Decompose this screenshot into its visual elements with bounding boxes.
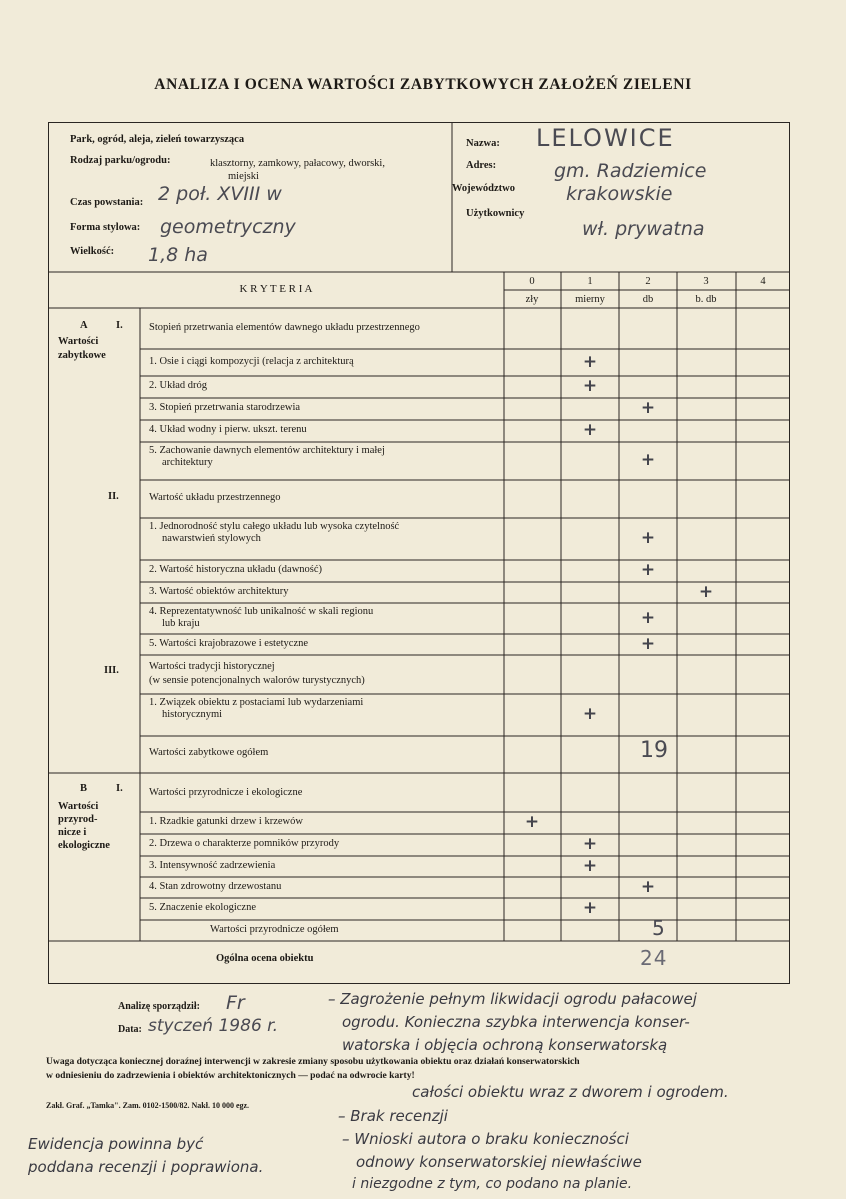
- uwaga-line-2: w odniesieniu do zadrzewienia i obiektów architektonicznych — podać na odwrocie karty!: [46, 1070, 415, 1081]
- section-b-total-label: Wartości przyrodnicze ogółem: [210, 924, 339, 935]
- criteria-row-text: 1. Związek obiektu z postaciami lub wydarzeniami: [149, 697, 364, 708]
- criteria-row-text: 4. Stan zdrowotny drzewostanu: [149, 881, 282, 892]
- section-a-roman: I.: [116, 320, 123, 331]
- analize-label: Analizę sporządził:: [118, 1001, 200, 1012]
- section-b-name-1: Wartości: [58, 801, 99, 812]
- wojewodztwo-value: krakowskie: [566, 183, 673, 205]
- section-a-ii-roman: II.: [108, 491, 119, 502]
- section-a-iii-roman: III.: [104, 665, 119, 676]
- park-label: Park, ogród, aleja, zieleń towarzysząca: [70, 134, 245, 145]
- group2-title: Wartość układu przestrzennego: [149, 492, 281, 503]
- criteria-row-text: 5. Wartości krajobrazowe i estetyczne: [149, 638, 309, 649]
- note-right-1b: ogrodu. Konieczna szybka interwencja konser-: [342, 1013, 690, 1031]
- criteria-row-text: 3. Stopień przetrwania starodrzewia: [149, 402, 301, 413]
- criteria-row-text: 3. Intensywność zadrzewienia: [149, 860, 276, 871]
- note-right-4: – Wnioski autora o braku konieczności: [342, 1130, 629, 1148]
- wojewodztwo-label: Województwo: [452, 183, 515, 194]
- group1-title: Stopień przetrwania elementów dawnego układu przestrzennego: [149, 322, 420, 333]
- criteria-row-text-2: nawarstwień stylowych: [162, 533, 261, 544]
- score-mark: +: [640, 608, 656, 628]
- czas-value: 2 poł. XVIII w: [158, 183, 282, 205]
- note-right-6: i niezgodne z tym, co podano na planie.: [352, 1176, 633, 1192]
- note-right-1a: – Zagrożenie pełnym likwidacji ogrodu pałacowej: [328, 990, 697, 1008]
- adres-value: gm. Radziemice: [554, 160, 707, 182]
- column-number: 4: [760, 276, 766, 287]
- section-b-name-4: ekologiczne: [58, 840, 110, 851]
- rodzaj-label: Rodzaj parku/ogrodu:: [70, 155, 171, 166]
- section-b-roman: I.: [116, 783, 123, 794]
- analize-value: Fr: [226, 992, 245, 1014]
- section-a-letter: A: [80, 320, 88, 331]
- section-b-total-value: 5: [652, 916, 665, 940]
- criteria-row-text: 1. Rzadkie gatunki drzew i krzewów: [149, 816, 303, 827]
- uzytkownicy-value: wł. prywatna: [582, 218, 705, 240]
- note-right-2: całości obiektu wraz z dworem i ogrodem.: [412, 1083, 729, 1101]
- wielkosc-value: 1,8 ha: [148, 244, 208, 266]
- criteria-row-text: 1. Osie i ciągi kompozycji (relacja z architekturą: [149, 356, 354, 367]
- score-mark: +: [640, 560, 656, 580]
- section-a-name-2: zabytkowe: [58, 350, 106, 361]
- wielkosc-label: Wielkość:: [70, 246, 115, 257]
- print-info: Zakł. Graf. „Tamka". Zam. 0102-1500/82. Nakł. 10 000 egz.: [46, 1101, 250, 1110]
- column-number: 1: [587, 276, 593, 287]
- forma-value: geometryczny: [160, 216, 296, 238]
- rodzaj-options: klasztorny, zamkowy, pałacowy, dworski,: [210, 158, 385, 169]
- note-left-1: Ewidencja powinna być: [28, 1135, 204, 1153]
- column-name: mierny: [575, 294, 605, 305]
- nazwa-label: Nazwa:: [466, 138, 500, 149]
- column-number: 0: [529, 276, 535, 287]
- score-mark: +: [582, 420, 598, 440]
- section-b-name-2: przyrod-: [58, 814, 98, 825]
- score-mark: +: [640, 398, 656, 418]
- note-right-3: – Brak recenzji: [338, 1107, 448, 1125]
- score-mark: +: [524, 812, 540, 832]
- score-mark: +: [640, 634, 656, 654]
- criteria-row-text: 2. Wartość historyczna układu (dawność): [149, 564, 323, 575]
- section-a-total-value: 19: [640, 738, 668, 763]
- score-mark: +: [640, 528, 656, 548]
- section-a-total-label: Wartości zabytkowe ogółem: [149, 747, 269, 758]
- column-name: db: [642, 294, 654, 305]
- czas-label: Czas powstania:: [70, 197, 144, 208]
- section-b-letter: B: [80, 783, 88, 794]
- criteria-label: K R Y T E R I A: [239, 283, 313, 295]
- rodzaj-options-2: miejski: [228, 171, 259, 182]
- score-mark: +: [582, 704, 598, 724]
- section-a-name-1: Wartości: [58, 336, 99, 347]
- uwaga-line-1: Uwaga dotycząca koniecznej doraźnej interwencji w zakresie zmiany sposobu użytkowania obiektu oraz działań konserwatorskich: [46, 1056, 580, 1067]
- page-title: ANALIZA I OCENA WARTOŚCI ZABYTKOWYCH ZAŁOŻEŃ ZIELENI: [154, 76, 692, 93]
- section-b-group-title: Wartości przyrodnicze i ekologiczne: [149, 787, 303, 798]
- column-number: 3: [703, 276, 709, 287]
- criteria-row-text: 3. Wartość obiektów architektury: [149, 586, 289, 597]
- note-right-1c: watorska i objęcia ochroną konserwatorską: [342, 1036, 668, 1054]
- data-label: Data:: [118, 1024, 142, 1035]
- criteria-row-text: 2. Drzewa o charakterze pomników przyrody: [149, 838, 340, 849]
- section-b-name-3: nicze i: [58, 827, 87, 838]
- note-left-2: poddana recenzji i poprawiona.: [28, 1158, 264, 1176]
- score-mark: +: [582, 352, 598, 372]
- criteria-row-text-2: lub kraju: [162, 618, 200, 629]
- score-mark: +: [640, 450, 656, 470]
- overall-value: 24: [640, 946, 668, 970]
- criteria-row-text-2: historycznymi: [162, 709, 223, 720]
- criteria-row-text: 4. Reprezentatywność lub unikalność w skali regionu: [149, 606, 374, 617]
- score-mark: +: [698, 582, 714, 602]
- score-mark: +: [582, 834, 598, 854]
- score-mark: +: [582, 856, 598, 876]
- criteria-row-text: 5. Zachowanie dawnych elementów architektury i małej: [149, 445, 385, 456]
- forma-label: Forma stylowa:: [70, 222, 141, 233]
- adres-label: Adres:: [466, 160, 497, 171]
- uzytkownicy-label: Użytkownicy: [466, 208, 525, 219]
- group3-title-1: Wartości tradycji historycznej: [149, 661, 275, 672]
- score-mark: +: [640, 877, 656, 897]
- column-number: 2: [645, 276, 651, 287]
- score-mark: +: [582, 376, 598, 396]
- column-name: b. db: [695, 294, 717, 305]
- nazwa-value: LELOWICE: [536, 124, 675, 152]
- criteria-row-text: 1. Jednorodność stylu całego układu lub wysoka czytelność: [149, 521, 400, 532]
- data-value: styczeń 1986 r.: [148, 1016, 278, 1036]
- overall-label: Ogólna ocena obiektu: [216, 953, 314, 964]
- criteria-row-text-2: architektury: [162, 457, 213, 468]
- group3-title-2: (w sensie potencjonalnych walorów turystycznych): [149, 675, 365, 686]
- note-right-5: odnowy konserwatorskiej niewłaściwe: [356, 1153, 642, 1171]
- criteria-row-text: 2. Układ dróg: [149, 380, 208, 391]
- score-mark: +: [582, 898, 598, 918]
- criteria-row-text: 5. Znaczenie ekologiczne: [149, 902, 256, 913]
- criteria-row-text: 4. Układ wodny i pierw. ukszt. terenu: [149, 424, 307, 435]
- column-name: zły: [525, 294, 539, 305]
